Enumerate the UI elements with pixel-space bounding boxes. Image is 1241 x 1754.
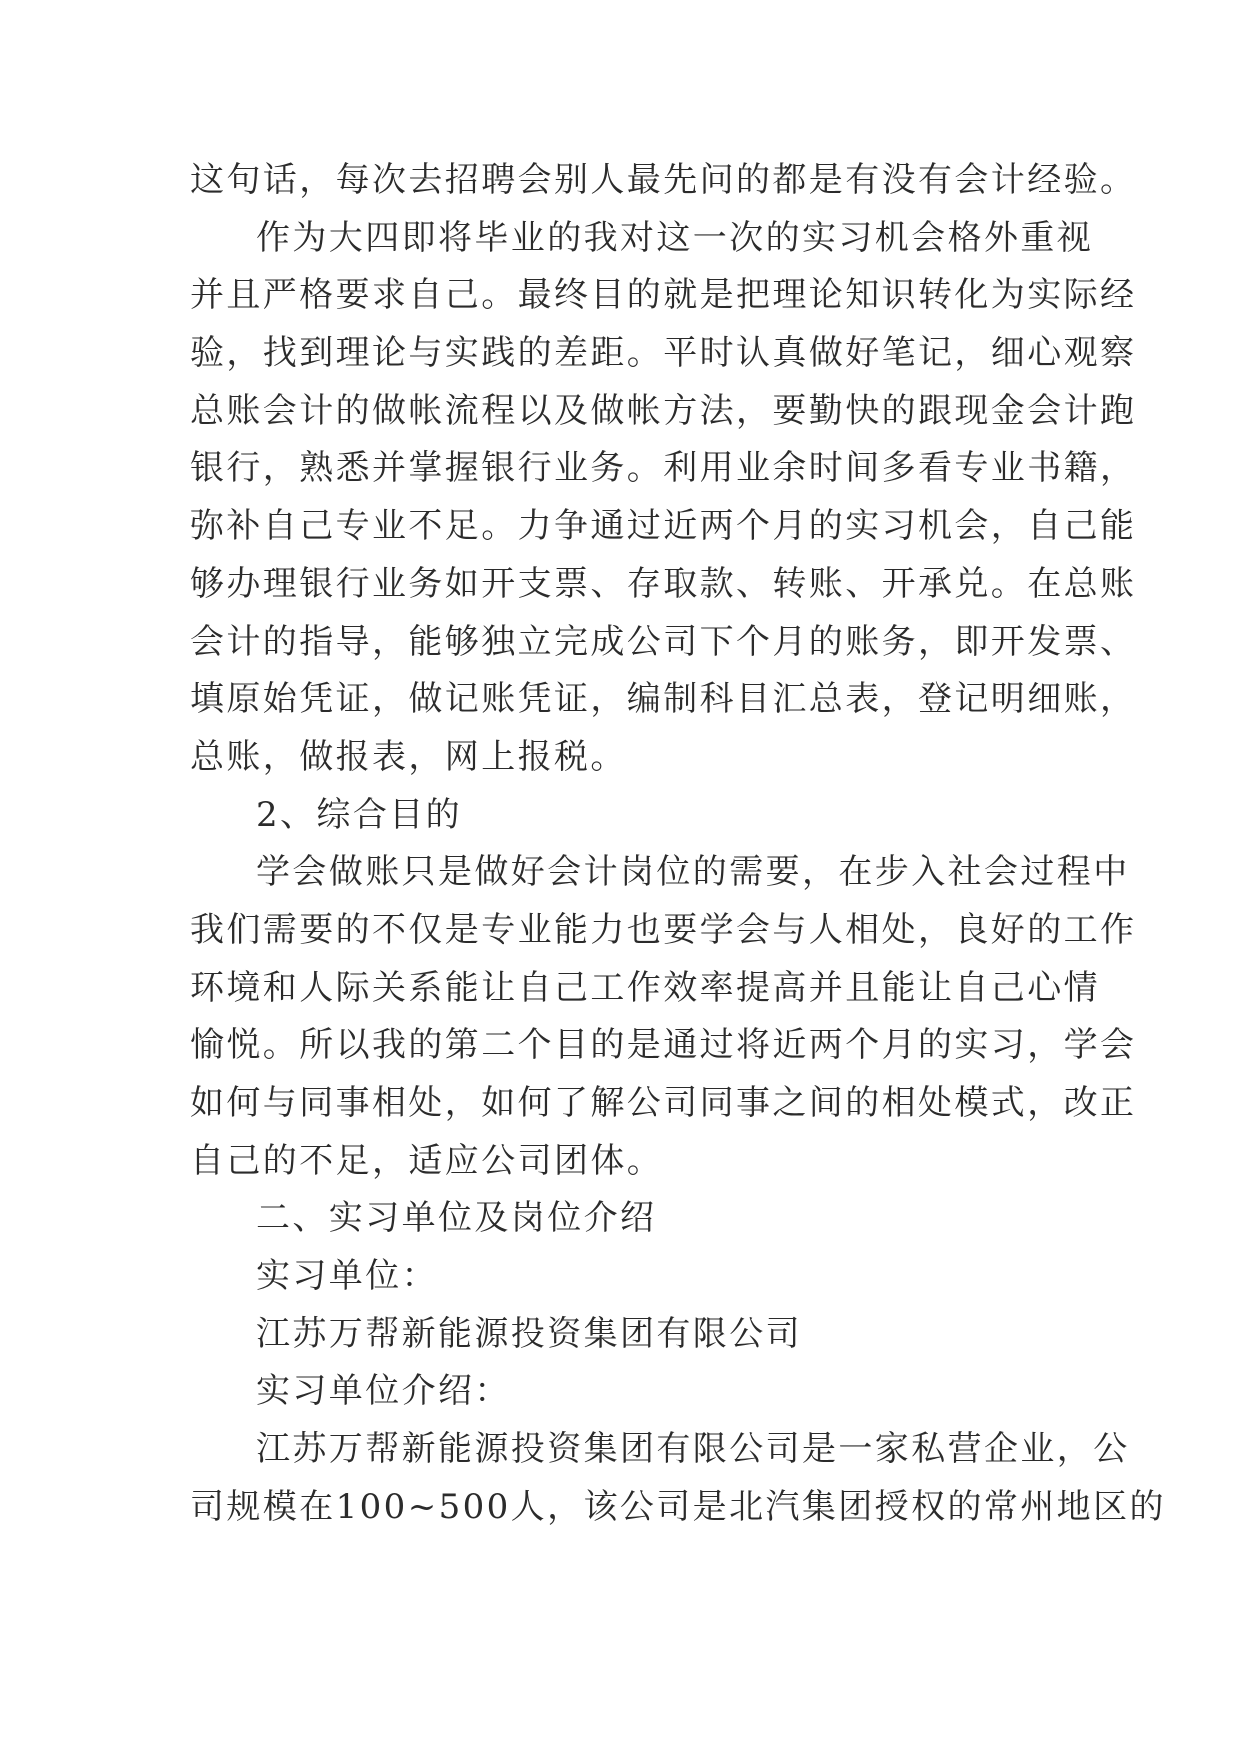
text-line: 我们需要的不仅是专业能力也要学会与人相处，良好的工作 [190,909,1137,950]
text-line: 作为大四即将毕业的我对这一次的实习机会格外重视 [256,217,1094,258]
section-heading: 二、实习单位及岗位介绍 [256,1198,657,1239]
text-line: 这句话，每次去招聘会别人最先问的都是有没有会计经验。 [190,160,1137,200]
text-line: 会计的指导，能够独立完成公司下个月的账务，即开发票、 [190,621,1137,662]
text-line: 学会做账只是做好会计岗位的需要，在步入社会过程中 [256,852,1130,893]
text-line: 总账会计的做帐流程以及做帐方法，要勤快的跟现金会计跑 [190,390,1137,431]
text-line: 银行，熟悉并掌握银行业务。利用业余时间多看专业书籍， [190,448,1137,489]
text-line: 如何与同事相处，如何了解公司同事之间的相处模式，改正 [190,1083,1137,1123]
text-line: 填原始凭证，做记账凭证，编制科目汇总表，登记明细账， [190,679,1137,720]
text-line: 江苏万帮新能源投资集团有限公司是一家私营企业，公 [256,1429,1130,1470]
text-line: 总账，做报表，网上报税。 [190,736,627,777]
text-line: 验，找到理论与实践的差距。平时认真做好笔记，细心观察 [190,333,1137,374]
text-line: 实习单位介绍： [256,1371,511,1412]
section-heading: 2、综合目的 [256,794,463,835]
text-line: 实习单位： [256,1256,438,1297]
document-page [190,152,1166,1537]
text-line: 环境和人际关系能让自己工作效率提高并且能让自己心情 [190,967,1100,1008]
text-line: 江苏万帮新能源投资集团有限公司 [256,1313,802,1354]
text-line: 并且严格要求自己。最终目的就是把理论知识转化为实际经 [190,275,1137,316]
text-line: 够办理银行业务如开支票、存取款、转账、开承兑。在总账 [190,563,1137,604]
text-line: 自己的不足，适应公司团体。 [190,1140,664,1181]
text-line: 弥补自己专业不足。力争通过近两个月的实习机会，自己能 [190,506,1137,547]
text-line: 司规模在100~500人，该公司是北汽集团授权的常州地区的 [190,1486,1166,1527]
text-line: 愉悦。所以我的第二个目的是通过将近两个月的实习，学会 [190,1025,1137,1066]
